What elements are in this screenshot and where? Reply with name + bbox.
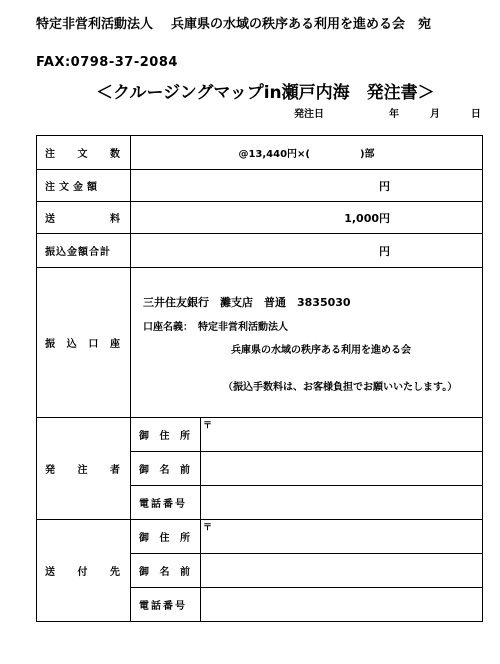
- order-date-label: 発注日: [294, 109, 324, 120]
- recipient-name-label-cell: [131, 554, 201, 588]
- row-orderer-address: [37, 418, 483, 452]
- recipient-label-cell: [37, 520, 131, 622]
- recipient-name-field[interactable]: [201, 554, 483, 588]
- orderer-address-label: 御 住 所: [139, 431, 190, 442]
- addressee: 兵庫県の水域の秩序ある利用を進める会 宛: [171, 17, 432, 32]
- row-transfer-account: [37, 268, 483, 418]
- header-addressee-line: [36, 13, 431, 32]
- recipient-address-label-cell: [131, 520, 201, 554]
- bank-line-1: 三井住友銀行 灘支店 普通 3835030: [143, 296, 351, 309]
- orderer-label-cell: [37, 418, 131, 520]
- bank-account-info: [131, 268, 483, 418]
- order-date-line: [294, 105, 481, 120]
- recipient-name-label: 御 名 前: [139, 567, 190, 578]
- orderer-phone-label: 電話番号: [131, 486, 201, 520]
- shipping-value: 1,000円: [131, 202, 483, 234]
- row-total: [37, 234, 483, 268]
- quantity-label: 注 文 数: [45, 149, 120, 160]
- month-label: 月: [429, 109, 440, 120]
- recipient-address-label: 御 住 所: [139, 533, 190, 544]
- recipient-phone-label: 電話番号: [131, 588, 201, 622]
- year-label: 年: [388, 109, 399, 120]
- row-shipping: [37, 202, 483, 234]
- bank-line-2: 口座名義： 特定非営利活動法人: [143, 322, 288, 333]
- org-type: 特定非営利活動法人: [36, 17, 154, 32]
- transfer-label: 振 込 口 座: [45, 339, 120, 350]
- day-label: 日: [470, 109, 481, 120]
- quantity-field[interactable]: @13,440円×( )部: [131, 136, 483, 170]
- row-recipient-address: [37, 520, 483, 554]
- quantity-label-cell: [37, 136, 131, 170]
- order-form-table: [36, 135, 483, 622]
- transfer-label-cell: [37, 268, 131, 418]
- shipping-label-cell: [37, 202, 131, 234]
- fax-number: FAX:0798-37-2084: [36, 55, 178, 70]
- bank-line-3: 兵庫県の水域の秩序ある利用を進める会: [231, 345, 411, 356]
- orderer-address-field[interactable]: [201, 418, 483, 452]
- page-title: ＜クルージングマップin瀬戸内海 発注書＞: [96, 83, 435, 103]
- total-field[interactable]: 円: [131, 234, 483, 268]
- recipient-label: 送 付 先: [45, 567, 120, 578]
- orderer-address-label-cell: [131, 418, 201, 452]
- recipient-phone-field[interactable]: [201, 588, 483, 622]
- orderer-phone-field[interactable]: [201, 486, 483, 520]
- orderer-name-label: 御 名 前: [139, 465, 190, 476]
- bank-fee-note: （振込手数料は、お客様負担でお願いいたします。）: [223, 382, 458, 393]
- row-quantity: [37, 136, 483, 170]
- total-label: 振込金額合計: [37, 234, 131, 268]
- amount-label: 注文金額: [37, 170, 131, 202]
- shipping-label: 送 料: [45, 214, 120, 225]
- orderer-name-field[interactable]: [201, 452, 483, 486]
- amount-field[interactable]: 円: [131, 170, 483, 202]
- postal-mark: 〒: [203, 421, 213, 431]
- postal-mark: 〒: [203, 523, 213, 533]
- orderer-name-label-cell: [131, 452, 201, 486]
- orderer-label: 発 注 者: [45, 465, 120, 476]
- recipient-address-field[interactable]: [201, 520, 483, 554]
- row-amount: [37, 170, 483, 202]
